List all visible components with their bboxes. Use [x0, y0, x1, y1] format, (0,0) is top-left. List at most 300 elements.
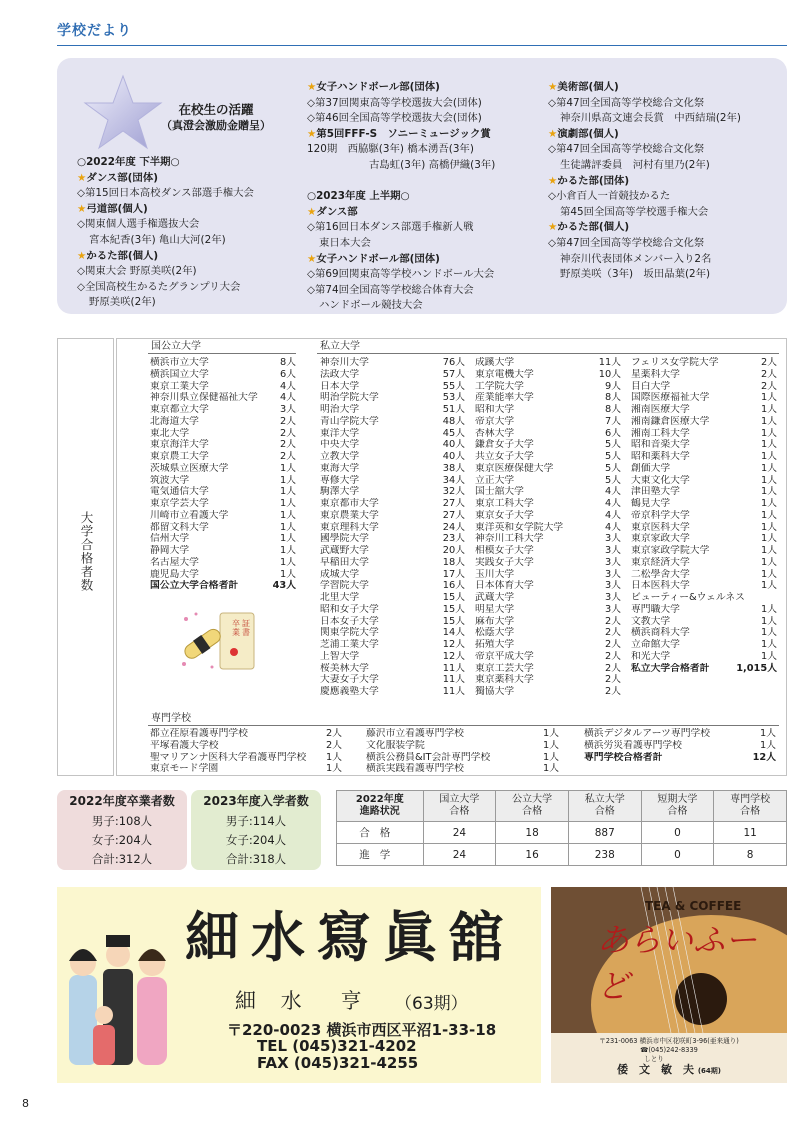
school-count: 3人	[604, 603, 621, 615]
list-item	[475, 498, 621, 510]
row-label: 合格	[337, 822, 424, 844]
school-name: 相模女子大学	[475, 545, 534, 556]
studio-name: 細水寫眞舘	[185, 905, 515, 969]
school-count: 1,015人	[736, 662, 777, 674]
list-item	[475, 416, 621, 428]
table-header-cell: 私立大学 合格	[568, 791, 641, 822]
studio-fax: FAX (045)321-4255	[257, 1054, 419, 1072]
list-item	[150, 763, 342, 775]
list-item	[320, 663, 465, 675]
school-name: 東北大学	[150, 427, 190, 439]
list-item	[320, 369, 465, 381]
activity-line: ◇ 第15回日本高校ダンス部選手権大会	[77, 186, 254, 202]
school-name: 名古屋大学	[150, 556, 199, 568]
list-item	[475, 592, 621, 604]
school-count: 15人	[442, 603, 465, 615]
school-name: 横浜労災看護専門学校	[584, 739, 682, 751]
cafe-owner: 倭 文 敏 夫 (64期)	[617, 1063, 721, 1076]
list-item	[150, 451, 296, 463]
list-item	[631, 392, 777, 404]
entrants-title: 2023年度入学者数	[203, 794, 309, 808]
school-name: 東京海洋大学	[150, 439, 209, 451]
school-count: 1人	[760, 509, 777, 521]
school-name: フェリス女学院大学	[631, 357, 719, 368]
school-count: 2人	[760, 368, 777, 380]
cafe-ad	[551, 887, 787, 1083]
list-item	[475, 616, 621, 628]
list-item	[150, 369, 296, 381]
school-name: 電気通信大学	[150, 486, 209, 498]
activity-line: ★ かるた部(個人)	[548, 220, 741, 236]
school-count: 1人	[760, 498, 777, 509]
school-name: 北里大学	[320, 592, 360, 603]
list-item	[320, 451, 465, 463]
list-item	[320, 486, 465, 498]
school-name: 横浜実践看護専門学校	[366, 763, 464, 775]
school-count: 1人	[760, 415, 777, 427]
list-item	[631, 639, 777, 651]
school-name: 専門学校合格者計	[584, 751, 663, 763]
school-name: 明治学院大学	[320, 392, 379, 404]
list-item	[320, 463, 465, 475]
school-count: 15人	[442, 592, 465, 603]
diploma-icon	[176, 609, 256, 673]
activities-column-1	[77, 155, 254, 311]
school-count: 1人	[760, 533, 777, 545]
school-count: 2人	[279, 451, 296, 462]
list-item	[366, 752, 559, 764]
school-count: 1人	[279, 533, 296, 545]
school-name: 工学院大学	[475, 380, 524, 392]
list-item	[320, 475, 465, 487]
studio-address: 〒220-0023 横浜市西区平沼1-33-18	[227, 1021, 497, 1039]
activity-line: ◇ 小倉百人一首競技かるた	[548, 189, 741, 205]
list-item	[150, 381, 296, 393]
school-count: 55人	[442, 380, 465, 392]
cafe-logo: あらいふーど	[597, 921, 758, 1005]
table-cell: 11	[714, 822, 787, 844]
school-name: 帝京科学大学	[631, 509, 690, 521]
school-name: 東京工芸大学	[475, 662, 534, 674]
activity-line: 神奈川県高文連会長賞 中西結瑞(2年)	[560, 112, 741, 125]
school-count: 1人	[760, 580, 777, 592]
school-name: 東洋大学	[320, 427, 360, 439]
school-name: 東京家政大学	[631, 533, 690, 545]
school-count: 38人	[442, 462, 465, 474]
list-item	[150, 580, 296, 592]
school-count: 40人	[442, 451, 465, 462]
school-count: 4人	[279, 392, 296, 404]
school-count: 2人	[604, 627, 621, 639]
table-header-cell: 国立大学 合格	[423, 791, 496, 822]
school-name: 国際医療福祉大学	[631, 392, 710, 404]
activity-line: ◇ 関東個人選手権選抜大会	[77, 217, 254, 233]
list-item	[150, 392, 296, 404]
star-icon	[83, 74, 163, 150]
school-count: 3人	[604, 592, 621, 603]
school-name: 東京農業大学	[320, 509, 379, 521]
activity-line: ○2022年度 下半期○	[77, 156, 180, 168]
activity-line: ◇ 第46回全国高等学校選抜大会(団体)	[307, 111, 495, 127]
school-name: 創価大学	[631, 462, 671, 474]
vocational-list-3	[584, 728, 776, 763]
school-name: 東洋英和女学院大学	[475, 521, 564, 533]
school-count: 8人	[604, 392, 621, 404]
list-item	[366, 763, 559, 775]
school-name: 松蔭大学	[475, 627, 515, 639]
school-count: 51人	[442, 404, 465, 415]
school-name: 学習院大学	[320, 580, 369, 592]
activity-line: 野原美咲(2年)	[89, 296, 156, 309]
school-count: 1人	[760, 474, 777, 486]
list-item	[475, 369, 621, 381]
career-stats-table	[336, 790, 787, 866]
list-item	[320, 569, 465, 581]
list-item	[631, 357, 777, 369]
school-count: 43人	[272, 580, 296, 592]
school-count: 23人	[442, 533, 465, 545]
school-name: 桜美林大学	[320, 662, 369, 674]
school-count: 27人	[442, 509, 465, 521]
school-name: 関東学院大学	[320, 627, 379, 639]
school-count: 1人	[759, 739, 776, 751]
school-name: 専門職大学	[631, 603, 680, 615]
school-count: 1人	[760, 639, 777, 650]
school-count: 2人	[604, 650, 621, 662]
school-count: 3人	[604, 580, 621, 592]
school-count: 1人	[760, 427, 777, 439]
table-row	[337, 822, 787, 844]
list-item	[475, 404, 621, 416]
vocational-list-2	[366, 728, 559, 775]
school-name: 獨協大学	[475, 686, 515, 697]
list-item	[631, 475, 777, 487]
table-corner: 2022年度 進路状況	[337, 791, 424, 822]
school-name: 玉川大学	[475, 568, 515, 580]
school-count: 1人	[760, 521, 777, 533]
activity-line: ◇ 第47回全国高等学校総合文化祭	[548, 96, 741, 112]
cafe-info	[551, 1033, 787, 1083]
school-name: 目白大学	[631, 380, 671, 392]
list-item	[150, 463, 296, 475]
school-name: 昭和薬科大学	[631, 451, 690, 462]
school-name: 東京モード学園	[150, 763, 219, 775]
list-item	[475, 580, 621, 592]
school-count: 6人	[279, 368, 296, 380]
school-name: 東京医科大学	[631, 521, 690, 533]
school-count: 40人	[442, 439, 465, 451]
school-name: 実践女子大学	[475, 556, 534, 568]
university-vertical-label: 大学合格者数	[79, 511, 94, 592]
list-item	[475, 475, 621, 487]
list-item	[475, 486, 621, 498]
school-count: 12人	[442, 650, 465, 662]
studio-owner-period: （63期）	[395, 994, 468, 1014]
list-item	[475, 533, 621, 545]
school-name: 津田塾大学	[631, 486, 680, 498]
school-name: 私立大学合格者計	[631, 662, 710, 674]
school-name: 日本大学	[320, 380, 360, 392]
list-item	[150, 486, 296, 498]
activity-line: 古島虹(3年) 高橋伊織(3年)	[369, 158, 496, 171]
school-name: 鶴見大学	[631, 498, 671, 509]
school-count: 1人	[760, 603, 777, 615]
school-count: 2人	[604, 639, 621, 650]
activity-line: ★ 女子ハンドボール部(団体)	[307, 252, 495, 268]
table-row	[337, 844, 787, 866]
school-name: 鎌倉女子大学	[475, 439, 534, 451]
list-item	[631, 439, 777, 451]
university-vertical-label-box	[57, 338, 114, 776]
school-name: 横浜国立大学	[150, 368, 209, 380]
school-name: 文教大学	[631, 615, 671, 627]
school-count: 2人	[279, 427, 296, 439]
list-item	[475, 651, 621, 663]
activities-subtitle: （真澄会激励金贈呈）	[161, 119, 271, 132]
list-item	[475, 510, 621, 522]
school-name: 東京農工大学	[150, 451, 209, 462]
graduates-box	[57, 790, 187, 870]
list-item	[631, 404, 777, 416]
school-name: 横浜商科大学	[631, 627, 690, 639]
school-count: 1人	[760, 439, 777, 451]
list-item	[320, 428, 465, 440]
school-count: 5人	[604, 462, 621, 474]
school-name: 湘南鎌倉医療大学	[631, 415, 710, 427]
list-item	[320, 580, 465, 592]
school-count: 5人	[604, 451, 621, 462]
school-count: 48人	[442, 415, 465, 427]
school-name: 東京経済大学	[631, 556, 690, 568]
school-count: 3人	[604, 533, 621, 545]
school-name: 東京工科大学	[475, 498, 534, 509]
school-name: 東京都市大学	[320, 498, 379, 509]
school-name: 湘南医療大学	[631, 404, 690, 415]
entrants-male: 男子:114人	[225, 814, 287, 828]
graduates-female: 女子:204人	[91, 833, 153, 847]
studio-owner: 細 水 亨	[235, 989, 371, 1013]
list-item	[475, 522, 621, 534]
vocational-school-header: 専門学校	[148, 712, 779, 726]
list-item	[475, 639, 621, 651]
school-name: 横浜市立大学	[150, 357, 209, 368]
activity-line: 生徒講評委員 河村有里乃(2年)	[560, 158, 710, 171]
row-label: 進学	[337, 844, 424, 866]
school-count: 1人	[279, 545, 296, 556]
list-item	[584, 752, 776, 764]
section-title: 学校だより	[57, 23, 132, 39]
list-item	[150, 545, 296, 557]
school-count: 8人	[604, 404, 621, 415]
school-count: 57人	[442, 368, 465, 380]
list-item	[631, 369, 777, 381]
list-item	[631, 616, 777, 628]
list-item	[631, 663, 777, 675]
private-university-list-1	[320, 357, 465, 698]
activity-line: ◇ 第47回全国高等学校総合文化祭	[548, 142, 741, 158]
school-count: 2人	[279, 439, 296, 451]
school-count: 11人	[442, 686, 465, 697]
school-count: 1人	[760, 404, 777, 415]
school-name: 東京理科大学	[320, 521, 379, 533]
list-item	[475, 381, 621, 393]
school-count: 3人	[279, 404, 296, 415]
list-item	[320, 545, 465, 557]
entrants-female: 女子:204人	[225, 833, 287, 847]
school-name: 神奈川県立保健福祉大学	[150, 392, 258, 404]
school-name: 静岡大学	[150, 545, 190, 556]
school-count: 2人	[279, 415, 296, 427]
school-name: 聖マリアンナ医科大学看護専門学校	[150, 751, 307, 763]
list-item	[475, 428, 621, 440]
list-item	[320, 674, 465, 686]
school-count: 18人	[442, 556, 465, 568]
school-count: 5人	[604, 474, 621, 486]
list-item	[150, 475, 296, 487]
cafe-tel: ☎(045)242-8339	[640, 1046, 698, 1054]
list-item	[320, 651, 465, 663]
school-name: 藤沢市立看護専門学校	[366, 728, 464, 739]
school-count: 1人	[279, 462, 296, 474]
list-item	[320, 357, 465, 369]
list-item	[475, 451, 621, 463]
school-name: 立正大学	[475, 474, 515, 486]
school-count: 2人	[604, 615, 621, 627]
list-item	[320, 498, 465, 510]
list-item	[475, 604, 621, 616]
private-university-list-3	[631, 357, 777, 674]
school-count: 10人	[598, 368, 621, 380]
school-count: 76人	[442, 357, 465, 368]
school-name: 立命館大学	[631, 639, 680, 650]
school-name: 國學院大学	[320, 533, 369, 545]
school-name: 鹿児島大学	[150, 568, 199, 580]
list-item	[475, 557, 621, 569]
cafe-tagline: TEA & COFFEE	[645, 899, 742, 913]
list-item	[320, 381, 465, 393]
school-count: 17人	[442, 568, 465, 580]
list-item	[150, 416, 296, 428]
activity-line: ◇ 第37回関東高等学校選抜大会(団体)	[307, 96, 495, 112]
school-count: 1人	[542, 728, 559, 739]
school-count: 1人	[760, 392, 777, 404]
list-item	[150, 533, 296, 545]
school-count: 4人	[604, 509, 621, 521]
list-item	[631, 569, 777, 581]
list-item	[475, 439, 621, 451]
school-count: 11人	[442, 662, 465, 674]
activity-line: ◇ 第74回全国高等学校総合体育大会	[307, 283, 495, 299]
diploma-icon-text: 卒業	[232, 619, 240, 637]
list-item	[150, 510, 296, 522]
school-count: 12人	[752, 751, 776, 763]
school-name: 法政大学	[320, 368, 360, 380]
list-item	[320, 592, 465, 604]
list-item	[631, 416, 777, 428]
list-item	[631, 451, 777, 463]
cafe-address: 〒231-0063 横浜市中区花咲町3-96(亜来通り)	[599, 1037, 739, 1045]
activity-line: ★ ダンス部	[307, 205, 495, 221]
school-count: 1人	[279, 474, 296, 486]
school-name: 成蹊大学	[475, 357, 515, 368]
school-count: 1人	[760, 462, 777, 474]
school-name: 文化服装学院	[366, 739, 425, 751]
school-name: 杏林大学	[475, 427, 515, 439]
list-item	[320, 392, 465, 404]
list-item	[631, 522, 777, 534]
school-name: ビューティー&ウェルネス	[631, 592, 745, 603]
school-name: 帝京大学	[475, 415, 515, 427]
list-item	[631, 604, 777, 616]
activity-line: ★ かるた部(団体)	[548, 174, 741, 190]
private-university-list-2	[475, 357, 621, 698]
school-name: 横浜デジタルアーツ専門学校	[584, 728, 711, 739]
school-count: 34人	[442, 474, 465, 486]
school-count: 1人	[279, 498, 296, 509]
student-activities-box	[57, 58, 787, 314]
school-count: 1人	[760, 556, 777, 568]
school-count: 14人	[442, 627, 465, 639]
school-count: 11人	[598, 357, 621, 368]
activity-line: ◇ 関東大会 野原美咲(2年)	[77, 264, 254, 280]
school-name: 産業能率大学	[475, 392, 534, 404]
activity-line: ★ 美術部(個人)	[548, 80, 741, 96]
list-item	[320, 686, 465, 698]
school-name: 立教大学	[320, 451, 360, 462]
list-item	[475, 357, 621, 369]
school-name: 麻布大学	[475, 615, 515, 627]
activity-line: ★ かるた部(個人)	[77, 249, 254, 265]
school-count: 1人	[760, 545, 777, 556]
school-count: 2人	[604, 686, 621, 697]
public-university-header: 国公立大学	[148, 340, 296, 354]
svg-text:証書: 証書	[242, 619, 250, 637]
school-name: 星薬科大学	[631, 368, 680, 380]
list-item	[631, 486, 777, 498]
table-cell: 24	[423, 822, 496, 844]
activity-line: 野原美咲（3年) 坂田晶葉(2年)	[560, 268, 711, 281]
cafe-owner-kana: しとり	[644, 1055, 664, 1063]
list-item	[320, 616, 465, 628]
school-name: 上智大学	[320, 650, 360, 662]
school-count: 1人	[325, 763, 342, 775]
school-count: 2人	[325, 739, 342, 751]
list-item	[475, 674, 621, 686]
school-name: 慶應義塾大学	[320, 686, 379, 697]
activity-line: ★ 弓道部(個人)	[77, 202, 254, 218]
school-count: 53人	[442, 392, 465, 404]
list-item	[475, 663, 621, 675]
entrants-box	[191, 790, 321, 870]
school-name: 芝浦工業大学	[320, 639, 379, 650]
school-name: 日本体育大学	[475, 580, 534, 592]
list-item	[475, 627, 621, 639]
list-item	[631, 651, 777, 663]
school-name: 大妻女子大学	[320, 674, 379, 686]
list-item	[631, 498, 777, 510]
activity-line: ★ 第5回FFF-S ソニーミュージック賞	[307, 127, 495, 143]
school-name: 都留文科大学	[150, 521, 209, 533]
activity-line: ◇ 全国高校生かるたグランプリ大会	[77, 280, 254, 296]
school-count: 5人	[604, 439, 621, 451]
school-name: 武蔵野大学	[320, 545, 369, 556]
school-name: 専修大学	[320, 474, 360, 486]
school-name: 神奈川大学	[320, 357, 369, 368]
table-cell: 16	[496, 844, 569, 866]
school-count: 1人	[542, 751, 559, 763]
school-name: 拓殖大学	[475, 639, 515, 650]
table-header-row	[337, 791, 787, 822]
